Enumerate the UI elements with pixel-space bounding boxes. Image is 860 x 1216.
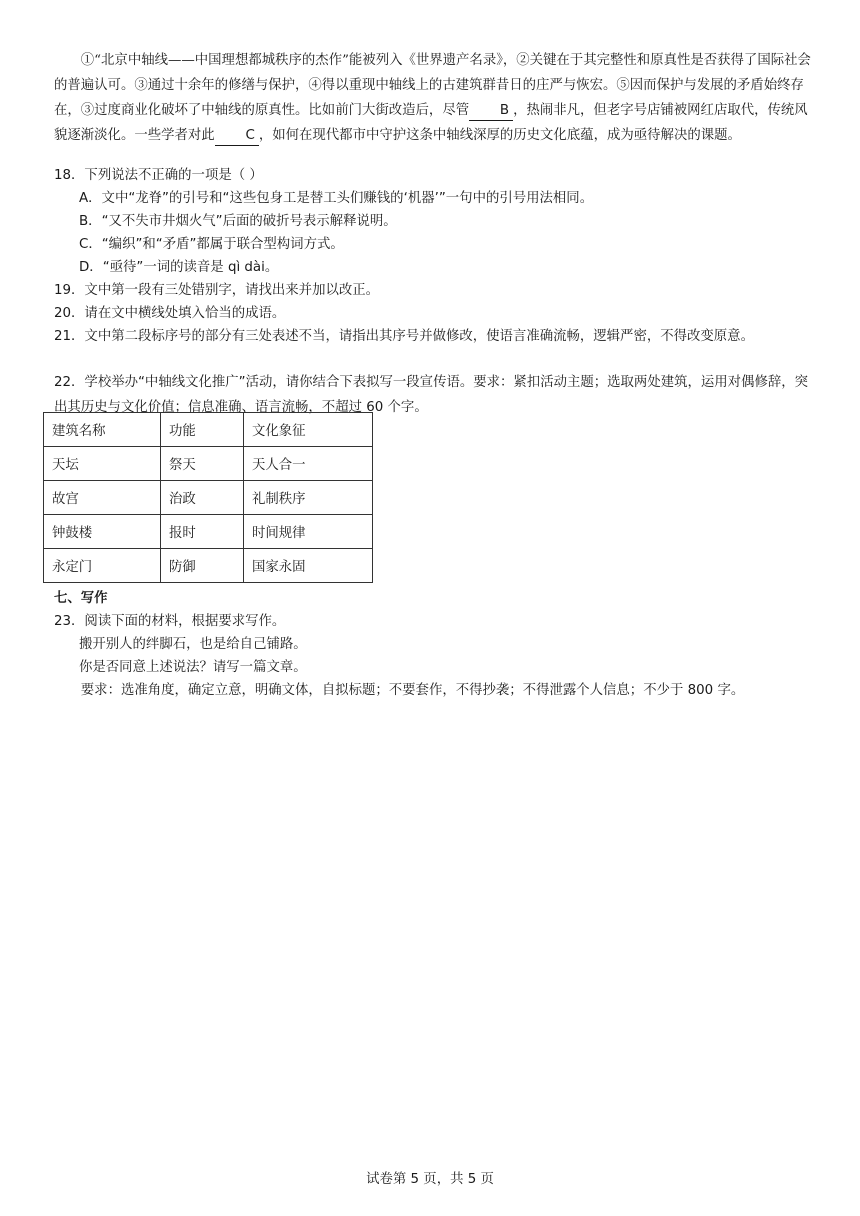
table-cell: 钟鼓楼 [44, 515, 161, 549]
question-23-stem: 23．阅读下面的材料，根据要求写作。 [54, 614, 286, 629]
question-18-option-c: C．“编织”和“矛盾”都属于联合型构词方式。 [79, 237, 344, 252]
table-cell: 报时 [161, 515, 244, 549]
table-row [44, 515, 373, 549]
passage-text-2: ，热闹非凡，但老字号店铺被网红店取代，传统风貌逐渐淡化。一些学者对此 [54, 103, 808, 143]
table-cell: 故宫 [44, 481, 161, 515]
building-table [43, 412, 373, 583]
table-cell: 国家永固 [244, 549, 373, 583]
question-20: 20．请在文中横线处填入恰当的成语。 [54, 306, 286, 321]
question-18-option-d: D．“亟待”一词的读音是 qì dài。 [79, 260, 279, 275]
table-cell: 天坛 [44, 447, 161, 481]
blank-b: B [469, 102, 513, 121]
question-18-option-a: A．文中“龙脊”的引号和“这些包身工是替工头们赚钱的‘机器’”一句中的引号用法相同。 [79, 191, 594, 206]
table-cell: 永定门 [44, 549, 161, 583]
table-cell: 天人合一 [244, 447, 373, 481]
table-cell: 时间规律 [244, 515, 373, 549]
table-header-row [44, 413, 373, 447]
question-22: 22．学校举办“中轴线文化推广”活动，请你结合下表拟写一段宣传语。要求：紧扣活动主题；选取两处建筑，运用对偶修辞，突出其历史与文化价值；信息准确、语言流畅，不超过 60 个字。 [54, 375, 809, 415]
question-18-option-b: B．“又不失市井烟火气”后面的破折号表示解释说明。 [79, 214, 397, 229]
question-23-prompt: 你是否同意上述说法？请写一篇文章。 [79, 660, 307, 675]
passage-text-1: ①“北京中轴线——中国理想都城秩序的杰作”能被列入《世界遗产名录》，②关键在于其完整性和原真性是否获得了国际社会的普遍认可。③通过十余年的修缮与保护，④得以重现中轴线上的古建筑群昔日的庄严与恢宏。⑤因而保护与发展的矛盾始终存在，③过度商业化破坏了中轴线的原真性。比如前门大街改造后，尽管 [54, 53, 811, 118]
question-19: 19．文中第一段有三处错别字，请找出来并加以改正。 [54, 283, 380, 298]
table-row [44, 481, 373, 515]
question-23-requirement: 要求：选准角度，确定立意，明确文体，自拟标题；不要套作，不得抄袭；不得泄露个人信息；不少于 800 字。 [80, 683, 745, 698]
table-header-cell: 功能 [161, 413, 244, 447]
table-row [44, 549, 373, 583]
table-cell: 礼制秩序 [244, 481, 373, 515]
question-18-stem: 18．下列说法不正确的一项是（ ） [54, 168, 263, 183]
table-header-cell: 建筑名称 [44, 413, 161, 447]
question-21: 21．文中第二段标序号的部分有三处表述不当，请指出其序号并做修改，使语言准确流畅，逻辑严密，不得改变原意。 [54, 329, 754, 344]
passage-paragraph [54, 48, 814, 148]
table-cell: 祭天 [161, 447, 244, 481]
passage-text-3: ，如何在现代都市中守护这条中轴线深厚的历史文化底蕴，成为亟待解决的课题。 [258, 128, 741, 143]
table-cell: 治政 [161, 481, 244, 515]
page-footer: 试卷第 5 页，共 5 页 [366, 1172, 494, 1187]
table-cell: 防御 [161, 549, 244, 583]
blank-c: C [215, 127, 259, 146]
section-heading-writing: 七、写作 [54, 591, 108, 606]
table-row [44, 447, 373, 481]
table-header-cell: 文化象征 [244, 413, 373, 447]
question-23-material: 搬开别人的绊脚石，也是给自己铺路。 [79, 637, 307, 652]
